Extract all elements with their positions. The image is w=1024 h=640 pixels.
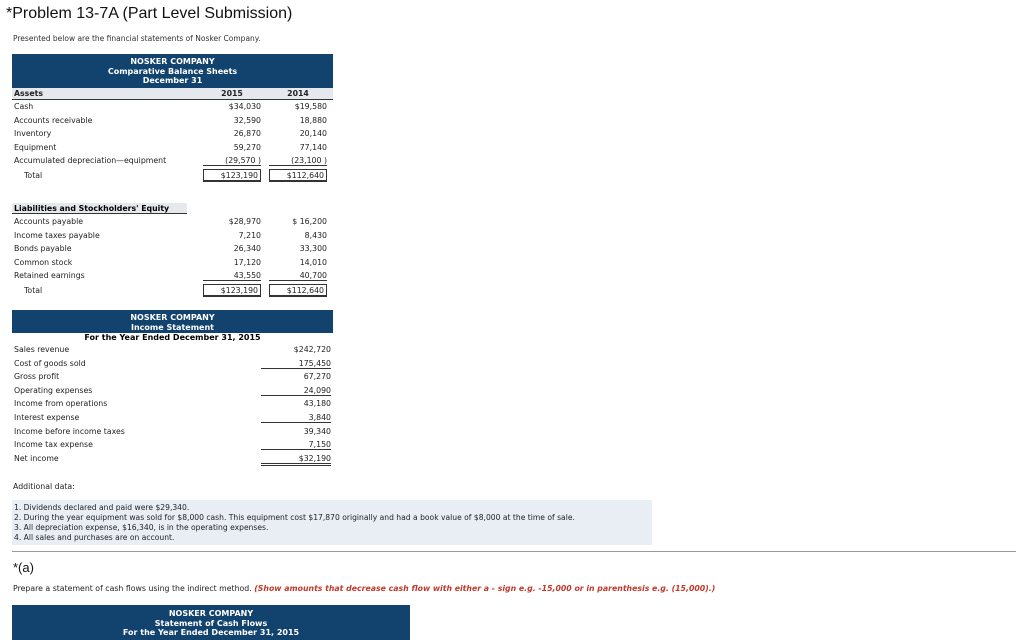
liabilities-equity-label: Liabilities and Stockholders' Equity	[12, 203, 187, 214]
assets-total-row	[12, 169, 333, 183]
value-2014: 14,010	[299, 257, 327, 267]
row-label: Income taxes payable	[14, 230, 100, 240]
row-label: Cost of goods sold	[14, 358, 86, 368]
part-label: *(a)	[13, 560, 34, 575]
row-value: $32,190	[261, 454, 331, 466]
table-row	[12, 256, 333, 270]
assets-label: Assets	[14, 89, 43, 98]
value-2014: 77,140	[299, 142, 327, 152]
row-label: Accounts receivable	[14, 115, 93, 125]
assets-header-row	[12, 88, 333, 100]
list-item: 3. All depreciation expense, $16,340, is in the operating expenses.	[14, 523, 269, 532]
row-label: Operating expenses	[14, 385, 93, 395]
table-row	[12, 242, 333, 256]
total-2015: $123,190	[203, 169, 261, 182]
statement-name: Statement of Cash Flows	[154, 618, 268, 628]
table-row	[12, 438, 333, 452]
value-2015: $34,030	[228, 102, 261, 111]
company-name: NOSKER COMPANY	[168, 609, 254, 618]
row-label: Income tax expense	[14, 440, 93, 450]
page-title: *Problem 13-7A (Part Level Submission)	[6, 5, 293, 22]
part-prompt	[13, 584, 715, 593]
statement-date: December 31	[142, 76, 203, 85]
value-2014: $19,580	[294, 102, 327, 111]
value-2015: 17,120	[233, 257, 261, 267]
table-row	[12, 343, 333, 357]
value-2014: 18,880	[299, 115, 327, 125]
table-row	[12, 127, 333, 141]
prompt-hint: (Show amounts that decrease cash flow with either a - sign e.g. -15,000 or in parenthesis e.g. (15,000).)	[254, 584, 716, 593]
row-value: $242,720	[293, 345, 331, 354]
statement-period: For the Year Ended December 31, 2015	[12, 333, 333, 343]
value-2014: 20,140	[299, 129, 327, 139]
value-2015: 7,210	[238, 230, 261, 240]
row-label: Interest expense	[14, 412, 80, 422]
balance-sheet-header	[12, 54, 333, 88]
total-2014: $112,640	[269, 169, 327, 182]
row-value: 43,180	[303, 399, 331, 409]
balance-sheet	[12, 54, 333, 183]
value-2015: 43,550	[203, 271, 261, 281]
row-value: 24,090	[261, 386, 331, 396]
company-name: NOSKER COMPANY	[130, 57, 215, 66]
year-2014: 2014	[287, 89, 309, 98]
table-row	[12, 397, 333, 411]
value-2014: $ 16,200	[292, 217, 327, 226]
row-label: Gross profit	[14, 372, 60, 382]
row-label: Accumulated depreciation—equipment	[14, 156, 167, 166]
statement-name: Comparative Balance Sheets	[107, 66, 238, 76]
table-row	[12, 100, 333, 114]
total-2015: $123,190	[203, 284, 261, 297]
table-row	[12, 215, 333, 229]
value-2015: 59,270	[233, 142, 261, 152]
value-2015: 32,590	[233, 115, 261, 125]
row-label: Bonds payable	[14, 244, 72, 254]
row-value: 3,840	[261, 413, 331, 423]
row-label: Retained earnings	[14, 271, 85, 281]
value-2014: 33,300	[299, 244, 327, 254]
cash-flow-header	[12, 605, 410, 640]
row-value: 39,340	[303, 426, 331, 436]
row-label: Net income	[14, 453, 59, 463]
list-item: 1. Dividends declared and paid were $29,340.	[14, 503, 190, 512]
value-2015: $28,970	[228, 217, 261, 226]
row-value: 175,450	[261, 359, 331, 369]
value-2015: (29,570 )	[203, 156, 261, 166]
row-label: Common stock	[14, 257, 73, 267]
total-label: Total	[24, 170, 43, 180]
row-value: 67,270	[303, 372, 331, 382]
value-2015: 26,340	[233, 244, 261, 254]
list-item: 4. All sales and purchases are on account.	[14, 533, 175, 542]
row-label: Equipment	[14, 142, 57, 152]
table-row	[12, 141, 333, 155]
row-label: Income from operations	[14, 399, 108, 409]
additional-data-label: Additional data:	[13, 482, 75, 491]
statement-name: Income Statement	[131, 322, 214, 332]
year-2015: 2015	[221, 89, 243, 98]
value-2014: (23,100 )	[269, 156, 327, 166]
table-row	[12, 357, 333, 371]
value-2014: 40,700	[269, 271, 327, 281]
additional-data-box	[12, 500, 652, 545]
intro-text: Presented below are the financial statements of Nosker Company.	[13, 34, 261, 43]
statement-period: For the Year Ended December 31, 2015	[122, 628, 300, 637]
table-row	[12, 114, 333, 128]
row-label: Inventory	[14, 129, 52, 139]
row-label: Accounts payable	[14, 217, 84, 226]
table-row	[12, 154, 333, 168]
row-label: Sales revenue	[14, 345, 70, 354]
liabilities-total-row	[12, 284, 333, 298]
table-row	[12, 229, 333, 243]
list-item: 2. During the year equipment was sold for $8,000 cash. This equipment cost $17,870 originally and had a book value of $8,000 at the time of sale.	[14, 513, 575, 522]
prompt-text: Prepare a statement of cash flows using the indirect method.	[13, 584, 252, 593]
liabilities-section	[12, 215, 333, 298]
total-2014: $112,640	[269, 284, 327, 297]
row-label: Cash	[14, 102, 34, 111]
table-row	[12, 425, 333, 439]
table-row	[12, 269, 333, 283]
table-row	[12, 370, 333, 384]
section-divider	[12, 551, 1016, 552]
table-row	[12, 411, 333, 425]
total-label: Total	[24, 285, 43, 295]
value-2015: 26,870	[233, 129, 261, 139]
value-2014: 8,430	[304, 230, 327, 240]
table-row	[12, 384, 333, 398]
income-statement-header	[12, 310, 333, 343]
row-value: 7,150	[261, 440, 331, 450]
income-statement	[12, 310, 333, 465]
company-name: NOSKER COMPANY	[130, 313, 215, 322]
row-label: Income before income taxes	[14, 426, 125, 436]
net-income-row	[12, 452, 333, 466]
